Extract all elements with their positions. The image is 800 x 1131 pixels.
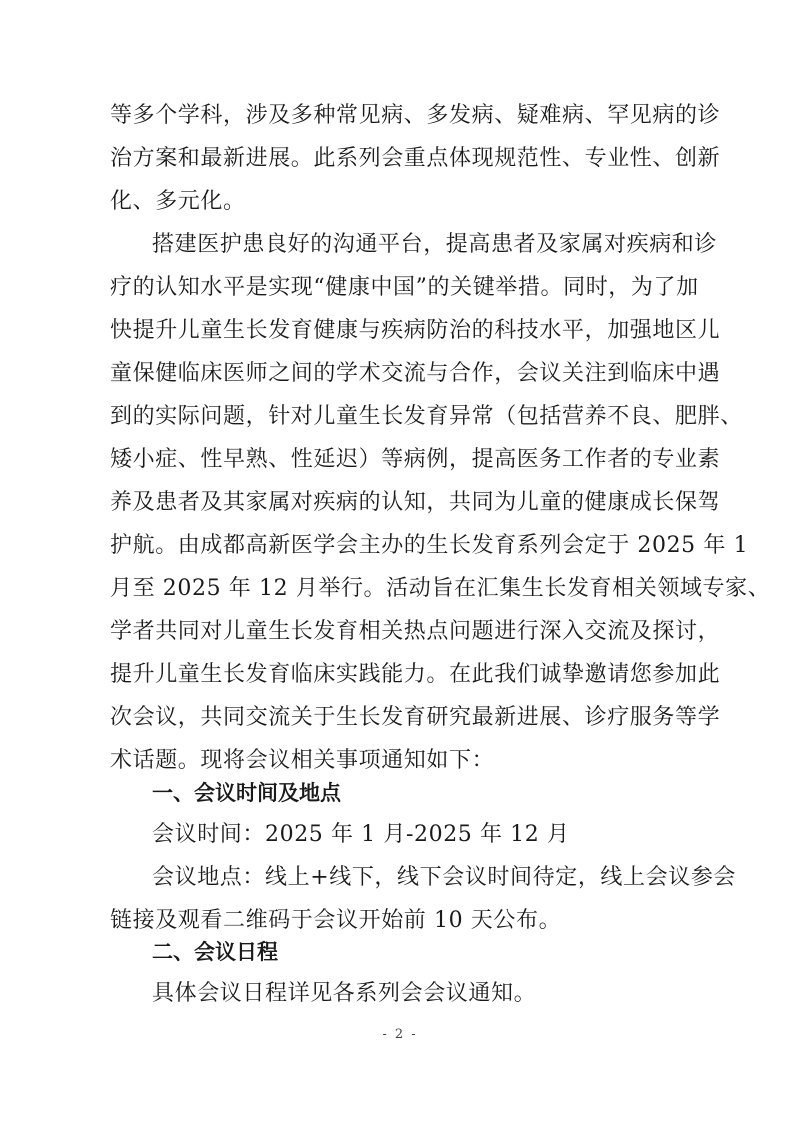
paragraph-2-line-11: 提升儿童生长发育临床实践能力。在此我们诚挚邀请您参加此 [110, 662, 721, 687]
paragraph-2-line-13: 术话题。现将会议相关事项通知如下： [110, 748, 495, 773]
paragraph-2-line-7: 养及患者及其家属对疾病的认知，共同为儿童的健康成长保驾 [110, 490, 721, 515]
paragraph-2-line-10: 学者共同对儿童生长发育相关热点问题进行深入交流及探讨， [110, 619, 721, 644]
paragraph-2-line-6: 矮小症、性早熟、性延迟）等病例，提高医务工作者的专业素 [110, 447, 721, 472]
paragraph-2-line-12: 次会议，共同交流关于生长发育研究最新进展、诊疗服务等学 [110, 705, 721, 730]
schedule-body: 具体会议日程详见各系列会会议通知。 [152, 981, 537, 1006]
meeting-time-line: 会议时间：2025 年 1 月-2025 年 12 月 [152, 822, 570, 847]
meeting-place-line-1: 会议地点：线上+线下，线下会议时间待定，线上会议参会 [152, 865, 737, 890]
paragraph-1-line-1: 等多个学科，涉及多种常见病、多发病、疑难病、罕见病的诊 [110, 103, 721, 128]
paragraph-2-line-9: 月至 2025 年 12 月举行。活动旨在汇集生长发育相关领域专家、 [110, 576, 771, 601]
paragraph-2-line-1: 搭建医护患良好的沟通平台，提高患者及家属对疾病和诊 [152, 232, 718, 257]
paragraph-2-line-4: 童保健临床医师之间的学术交流与合作，会议关注到临床中遇 [110, 361, 721, 386]
section-1-heading: 一、会议时间及地点 [152, 781, 341, 805]
paragraph-2-line-3: 快提升儿童生长发育健康与疾病防治的科技水平，加强地区儿 [110, 318, 721, 343]
page-number: - 2 - [382, 1027, 418, 1042]
meeting-place-line-2: 链接及观看二维码于会议开始前 10 天公布。 [110, 908, 562, 933]
paragraph-1-line-2: 治方案和最新进展。此系列会重点体现规范性、专业性、创新 [110, 146, 721, 171]
paragraph-1-line-3: 化、多元化。 [110, 189, 246, 214]
paragraph-2-line-8: 护航。由成都高新医学会主办的生长发育系列会定于 2025 年 1 [110, 533, 749, 558]
paragraph-2-line-2: 疗的认知水平是实现“健康中国”的关键举措。同时，为了加 [110, 275, 699, 300]
section-2-heading: 二、会议日程 [152, 940, 278, 964]
paragraph-2-line-5: 到的实际问题，针对儿童生长发育异常（包括营养不良、肥胖、 [110, 404, 743, 429]
